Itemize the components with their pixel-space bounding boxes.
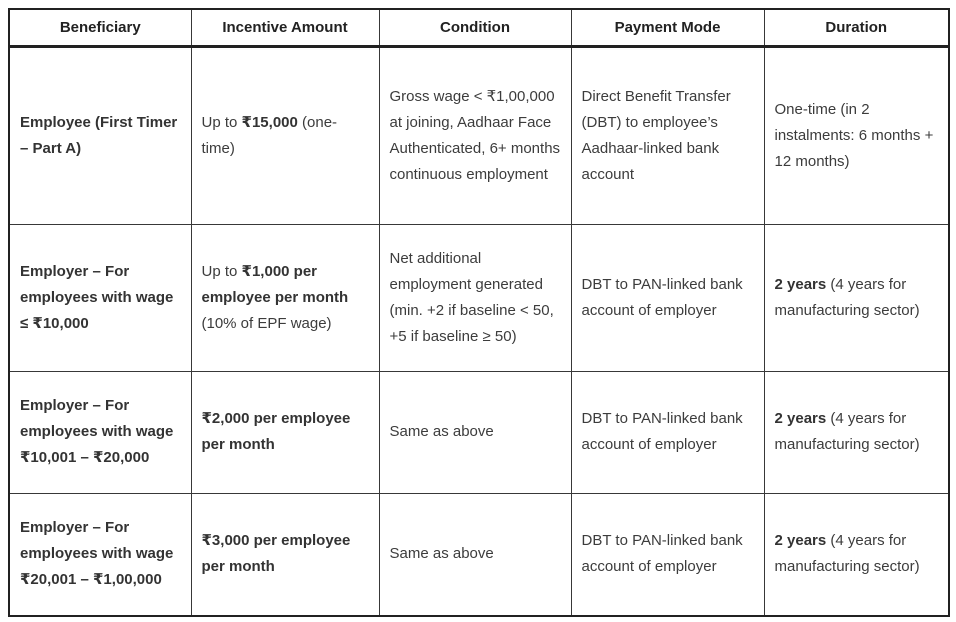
col-header-condition: Condition [379,9,571,46]
cell-duration [764,493,949,616]
cell-condition [379,371,571,493]
plain-text: Net additional employment generated (min. +2 if baseline < 50, +5 if baseline ≥ 50) [389,249,554,345]
plain-text: Direct Benefit Transfer (DBT) to employee’s Aadhaar-linked bank account [581,87,731,183]
cell-duration [764,224,949,371]
cell-duration [764,371,949,493]
cell-incentive-amount [191,46,379,224]
cell-payment-mode [571,493,764,616]
cell-condition [379,224,571,371]
plain-text: Same as above [389,545,494,563]
cell-condition [379,493,571,616]
plain-text: (10% of EPF wage) [201,314,332,332]
plain-text: (4 years for manufacturing sector) [774,410,920,453]
plain-text: One-time (in 2 instalments: 6 months + 12 months) [774,100,934,170]
table-body [9,46,949,616]
emphasis-text: ₹1,000 per employee per month [201,262,349,306]
plain-text: Same as above [389,423,494,440]
col-header-beneficiary: Beneficiary [9,9,191,46]
cell-beneficiary [9,224,191,371]
incentive-scheme-table [8,8,950,617]
emphasis-text: 2 years [774,275,827,293]
table-header [9,9,949,46]
cell-payment-mode [571,371,764,493]
col-header-duration: Duration [764,9,949,46]
cell-payment-mode [571,224,764,371]
emphasis-text: Employee (First Timer – Part A) [20,113,178,157]
plain-text: Up to [201,262,242,280]
emphasis-text: Employer – For employees with wage ₹20,001 – ₹1,00,000 [20,519,174,589]
emphasis-text: ₹3,000 per employee per month [201,532,351,576]
table-row [9,46,949,224]
plain-text: (one-time) [201,113,338,157]
cell-condition [379,46,571,224]
plain-text: DBT to PAN-linked bank account of employer [581,410,743,453]
cell-incentive-amount [191,371,379,493]
plain-text: (4 years for manufacturing sector) [774,532,920,576]
cell-beneficiary [9,46,191,224]
emphasis-text: Employer – For employees with wage ₹10,001 – ₹20,000 [20,397,174,466]
table-row [9,493,949,616]
table-row [9,224,949,371]
plain-text: DBT to PAN-linked bank account of employer [581,275,743,319]
cell-incentive-amount [191,224,379,371]
emphasis-text: ₹15,000 [241,113,298,131]
plain-text: (4 years for manufacturing sector) [774,275,920,319]
cell-beneficiary [9,493,191,616]
col-header-payment-mode: Payment Mode [571,9,764,46]
plain-text: DBT to PAN-linked bank account of employer [581,532,743,576]
plain-text: Up to [201,113,242,131]
emphasis-text: 2 years [774,532,827,550]
table-row [9,371,949,493]
col-header-incentive-amount: Incentive Amount [191,9,379,46]
header-row [9,9,949,46]
emphasis-text: Employer – For employees with wage ≤ ₹10,000 [20,262,174,332]
cell-duration [764,46,949,224]
emphasis-text: ₹2,000 per employee per month [201,410,351,453]
plain-text: Gross wage < ₹1,00,000 at joining, Aadhaar Face Authenticated, 6+ months continuous employment [389,87,561,183]
emphasis-text: 2 years [774,410,827,427]
cell-payment-mode [571,46,764,224]
cell-beneficiary [9,371,191,493]
cell-incentive-amount [191,493,379,616]
